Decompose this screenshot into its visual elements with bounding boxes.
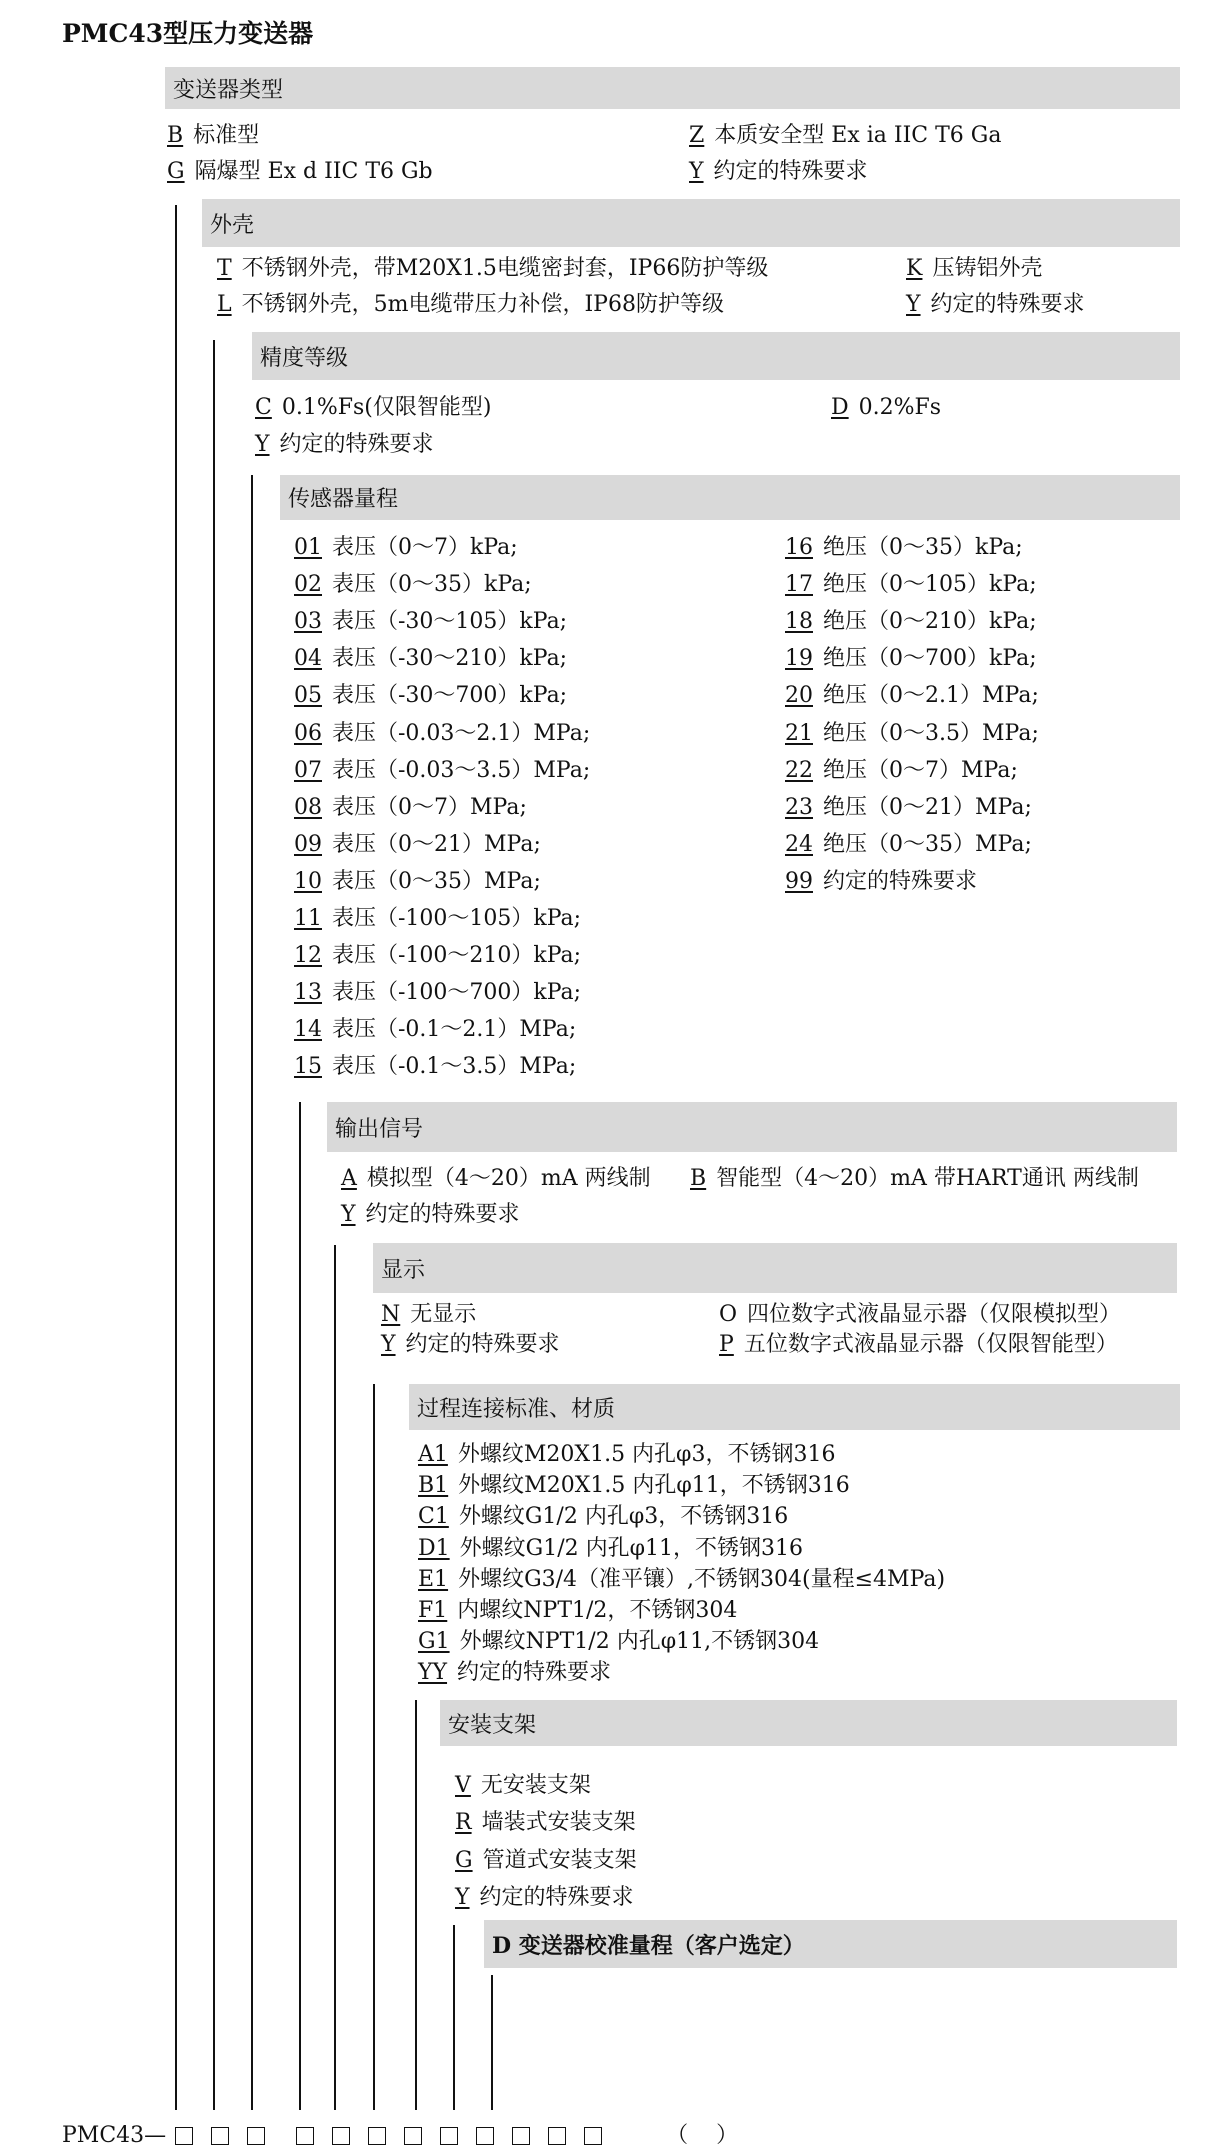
option-code: G: [455, 1847, 473, 1873]
option-code: 01: [294, 535, 322, 560]
option-code: 20: [785, 683, 813, 709]
option-row: [785, 719, 1039, 749]
option-row: [690, 1164, 1139, 1194]
option-label: 0.1%Fs(仅限智能型): [281, 395, 492, 420]
option-row: [455, 1771, 591, 1801]
option-row: [785, 533, 1023, 563]
option-label: 绝压（0～105）kPa;: [823, 572, 1037, 598]
option-row: [689, 157, 868, 187]
option-label: 绝压（0～35）MPa;: [823, 831, 1032, 857]
tree-line: [299, 1102, 301, 2110]
option-label: 内螺纹NPT1/2，不锈钢304: [457, 1598, 738, 1623]
tree-line: [453, 1925, 455, 2110]
section-header-calibration: [484, 1920, 1177, 1968]
option-row: [294, 904, 581, 934]
option-code: C: [255, 395, 272, 420]
option-code: Y: [255, 432, 270, 457]
option-code: A1: [418, 1442, 448, 1467]
open-paren: （: [666, 2123, 689, 2148]
option-label: 外螺纹M20X1.5 内孔φ11，不锈钢316: [458, 1473, 850, 1499]
option-row: [294, 719, 590, 749]
option-row: [785, 830, 1032, 860]
option-row: [719, 1330, 1118, 1360]
option-label: 表压（-100～105）kPa;: [332, 906, 582, 931]
option-code: 19: [785, 646, 813, 672]
option-code: V: [455, 1773, 471, 1798]
option-label: 表压（0～35）MPa;: [332, 868, 541, 894]
code-box: [247, 2127, 265, 2145]
option-row: [341, 1164, 651, 1194]
option-code: 09: [294, 831, 322, 857]
model-code-line: [62, 2118, 738, 2149]
option-label: 模拟型（4～20）mA 两线制: [366, 1166, 651, 1191]
option-label: 约定的特殊要求: [713, 159, 868, 184]
option-code: D: [831, 395, 849, 420]
option-label: 外螺纹G1/2 内孔φ11，不锈钢316: [459, 1535, 804, 1561]
option-code: P: [719, 1332, 734, 1357]
option-code: F1: [418, 1598, 448, 1623]
option-code: Z: [689, 123, 705, 148]
option-label: 无显示: [410, 1302, 477, 1327]
option-label: 表压（-0.1～3.5）MPa;: [332, 1054, 577, 1080]
option-code: B: [690, 1166, 707, 1191]
code-box: [584, 2127, 602, 2145]
option-label: 约定的特殊要求: [823, 868, 978, 894]
option-code: B: [167, 123, 184, 148]
code-box: [368, 2127, 386, 2145]
option-row: [217, 290, 724, 320]
option-row: [418, 1658, 611, 1688]
option-code: 04: [294, 646, 322, 672]
option-row: [294, 978, 581, 1008]
section-header-housing: [202, 199, 1180, 247]
option-code: Y: [381, 1332, 396, 1357]
tree-line: [373, 1384, 375, 2110]
option-label: 表压（-100～210）kPa;: [332, 943, 582, 969]
option-row: [418, 1565, 945, 1595]
option-label: 标准型: [193, 123, 260, 148]
option-row: [381, 1330, 560, 1360]
option-row: [418, 1502, 788, 1532]
option-code: 16: [785, 535, 813, 560]
option-label: 约定的特殊要求: [479, 1884, 634, 1910]
option-label: 外螺纹M20X1.5 内孔φ3，不锈钢316: [457, 1442, 836, 1467]
option-label: 外螺纹G1/2 内孔φ3，不锈钢316: [458, 1504, 789, 1530]
option-label: 表压（0～7）kPa;: [332, 535, 518, 560]
tree-line: [415, 1700, 417, 2110]
option-row: [294, 830, 541, 860]
option-row: [785, 867, 977, 897]
option-row: [341, 1200, 520, 1230]
option-code: G1: [418, 1629, 450, 1655]
section-heading: 精度等级: [260, 345, 349, 371]
option-code: T: [217, 256, 232, 281]
option-code: 02: [294, 572, 322, 598]
option-label: 不锈钢外壳，5m电缆带压力补偿，IP68防护等级: [241, 292, 724, 317]
option-label: 绝压（0～21）MPa;: [823, 794, 1032, 820]
option-row: [785, 681, 1039, 711]
option-row: [785, 607, 1037, 637]
option-row: [167, 121, 259, 151]
option-row: [418, 1440, 835, 1470]
section-heading: 输出信号: [335, 1116, 424, 1142]
code-box: [296, 2127, 314, 2145]
option-row: [418, 1471, 850, 1501]
option-row: [418, 1627, 819, 1657]
option-label: 表压（-100～700）kPa;: [332, 980, 582, 1006]
option-code: D1: [418, 1535, 450, 1561]
option-row: [294, 1052, 576, 1082]
tree-line: [491, 1975, 493, 2110]
option-label: 表压（0～35）kPa;: [332, 572, 532, 598]
option-label: 约定的特殊要求: [279, 432, 434, 457]
option-code: Y: [341, 1202, 356, 1227]
option-label: 本质安全型 Ex ia IIC T6 Ga: [714, 123, 1002, 148]
option-row: [294, 533, 518, 563]
option-row: [294, 607, 567, 637]
option-label: 绝压（0～700）kPa;: [823, 646, 1037, 672]
option-row: [906, 254, 1042, 284]
tree-line: [213, 340, 215, 2110]
option-code: 17: [785, 572, 813, 598]
option-row: [255, 393, 491, 423]
page-title: PMC43型压力变送器: [62, 19, 314, 48]
section-heading: 传感器量程: [288, 487, 399, 512]
option-label: 约定的特殊要求: [365, 1202, 520, 1227]
code-box: [332, 2127, 350, 2145]
option-label: 四位数字式液晶显示器（仅限模拟型）: [747, 1302, 1122, 1327]
option-code: YY: [418, 1660, 448, 1686]
option-code: 18: [785, 609, 813, 635]
tree-line: [334, 1245, 336, 2110]
option-label: 约定的特殊要求: [930, 292, 1085, 317]
option-code: 06: [294, 720, 322, 746]
option-row: [785, 644, 1037, 674]
option-code: G: [167, 159, 185, 184]
section-heading: 外壳: [210, 212, 255, 238]
option-code: A: [341, 1166, 357, 1191]
option-label: 无安装支架: [480, 1773, 591, 1798]
option-label: 五位数字式液晶显示器（仅限智能型）: [743, 1332, 1118, 1357]
tree-line: [251, 475, 253, 2110]
option-row: [217, 254, 768, 284]
option-label: 管道式安装支架: [482, 1847, 637, 1873]
option-row: [455, 1883, 634, 1913]
option-row: [294, 756, 590, 786]
option-label: 表压（-0.03～2.1）MPa;: [332, 720, 591, 746]
option-row: [294, 867, 541, 897]
section-header-display: [373, 1243, 1177, 1293]
option-label: 绝压（0～2.1）MPa;: [823, 683, 1039, 709]
section-heading: 过程连接标准、材质: [417, 1396, 616, 1422]
option-label: 0.2%Fs: [858, 395, 942, 420]
option-row: [785, 570, 1037, 600]
option-code: 11: [294, 906, 322, 931]
option-code: 14: [294, 1017, 322, 1043]
option-code: R: [455, 1810, 472, 1836]
section-header-process: [409, 1384, 1180, 1430]
code-box: [175, 2127, 193, 2145]
option-label: 表压（-30～700）kPa;: [332, 683, 568, 709]
option-code: Y: [689, 159, 704, 184]
option-code: B1: [418, 1473, 449, 1499]
option-label: 隔爆型 Ex d IIC T6 Gb: [194, 159, 433, 184]
option-code: 08: [294, 794, 322, 820]
option-label: 绝压（0～35）kPa;: [823, 535, 1023, 560]
option-code: 24: [785, 831, 813, 857]
option-label: 表压（0～7）MPa;: [332, 794, 527, 820]
option-code: N: [381, 1302, 401, 1327]
option-label: 表压（-30～210）kPa;: [332, 646, 568, 672]
option-label: 绝压（0～210）kPa;: [823, 609, 1037, 635]
option-label: 压铸铝外壳: [932, 256, 1043, 281]
option-code: 10: [294, 868, 322, 894]
section-header-output: [327, 1102, 1177, 1152]
option-code: 23: [785, 794, 813, 820]
section-header-accuracy: [252, 332, 1180, 380]
option-row: [255, 430, 434, 460]
option-label: 约定的特殊要求: [405, 1332, 560, 1357]
option-label: 表压（-30～105）kPa;: [332, 609, 568, 635]
code-box: [404, 2127, 422, 2145]
option-code: 21: [785, 720, 813, 746]
code-box: [440, 2127, 458, 2145]
option-code: 22: [785, 757, 813, 783]
section-heading: 安装支架: [448, 1712, 537, 1738]
option-row: [785, 756, 1018, 786]
option-label: 约定的特殊要求: [457, 1660, 612, 1686]
option-label: 外螺纹NPT1/2 内孔φ11,不锈钢304: [459, 1629, 820, 1655]
section-header-transmitter-type: [165, 67, 1180, 109]
option-row: [719, 1300, 1121, 1330]
option-row: [455, 1846, 637, 1876]
option-code: 07: [294, 757, 322, 783]
code-box: [476, 2127, 494, 2145]
close-paren: ）: [716, 2123, 739, 2148]
option-code: O: [719, 1302, 738, 1327]
option-row: [689, 121, 1001, 151]
option-code: K: [906, 256, 923, 281]
option-code: E1: [418, 1566, 449, 1592]
option-code: 12: [294, 943, 322, 969]
option-code: 15: [294, 1054, 322, 1080]
option-row: [785, 793, 1032, 823]
option-row: [294, 681, 567, 711]
option-label: 绝压（0～3.5）MPa;: [823, 720, 1039, 746]
option-row: [455, 1808, 636, 1838]
option-label: 表压（0～21）MPa;: [332, 831, 541, 857]
code-box: [548, 2127, 566, 2145]
option-row: [418, 1596, 737, 1626]
option-label: 表压（-0.03～3.5）MPa;: [332, 757, 591, 783]
option-row: [906, 290, 1085, 320]
option-code: Y: [455, 1884, 470, 1910]
option-row: [167, 157, 433, 187]
option-code: Y: [906, 292, 921, 317]
option-label: 表压（-0.1～2.1）MPa;: [332, 1017, 577, 1043]
option-row: [418, 1534, 803, 1564]
option-row: [294, 793, 527, 823]
option-row: [831, 393, 941, 423]
option-code: 99: [785, 868, 813, 894]
section-heading: 变送器类型: [173, 77, 284, 103]
option-row: [294, 941, 581, 971]
option-row: [294, 570, 532, 600]
option-code: L: [217, 292, 232, 317]
section-heading: 显示: [381, 1257, 426, 1283]
option-code: 13: [294, 980, 322, 1006]
code-box: [211, 2127, 229, 2145]
section-header-bracket: [440, 1700, 1177, 1746]
option-label: 墙装式安装支架: [481, 1810, 636, 1836]
option-code: 05: [294, 683, 322, 709]
tree-line: [175, 205, 177, 2110]
option-label: 不锈钢外壳，带M20X1.5电缆密封套，IP66防护等级: [241, 256, 769, 281]
option-row: [294, 1015, 576, 1045]
option-label: 智能型（4～20）mA 带HART通讯 两线制: [716, 1166, 1139, 1191]
section-heading: D 变送器校准量程（客户选定）: [492, 1932, 805, 1959]
option-code: 03: [294, 609, 322, 635]
model-prefix: PMC43—: [62, 2123, 167, 2148]
option-label: 外螺纹G3/4（准平镶）,不锈钢304(量程≤4MPa): [458, 1566, 946, 1592]
option-label: 绝压（0～7）MPa;: [823, 757, 1018, 783]
section-header-range: [280, 475, 1180, 520]
option-row: [381, 1300, 476, 1330]
option-row: [294, 644, 567, 674]
code-box: [512, 2127, 530, 2145]
option-code: C1: [418, 1504, 449, 1530]
